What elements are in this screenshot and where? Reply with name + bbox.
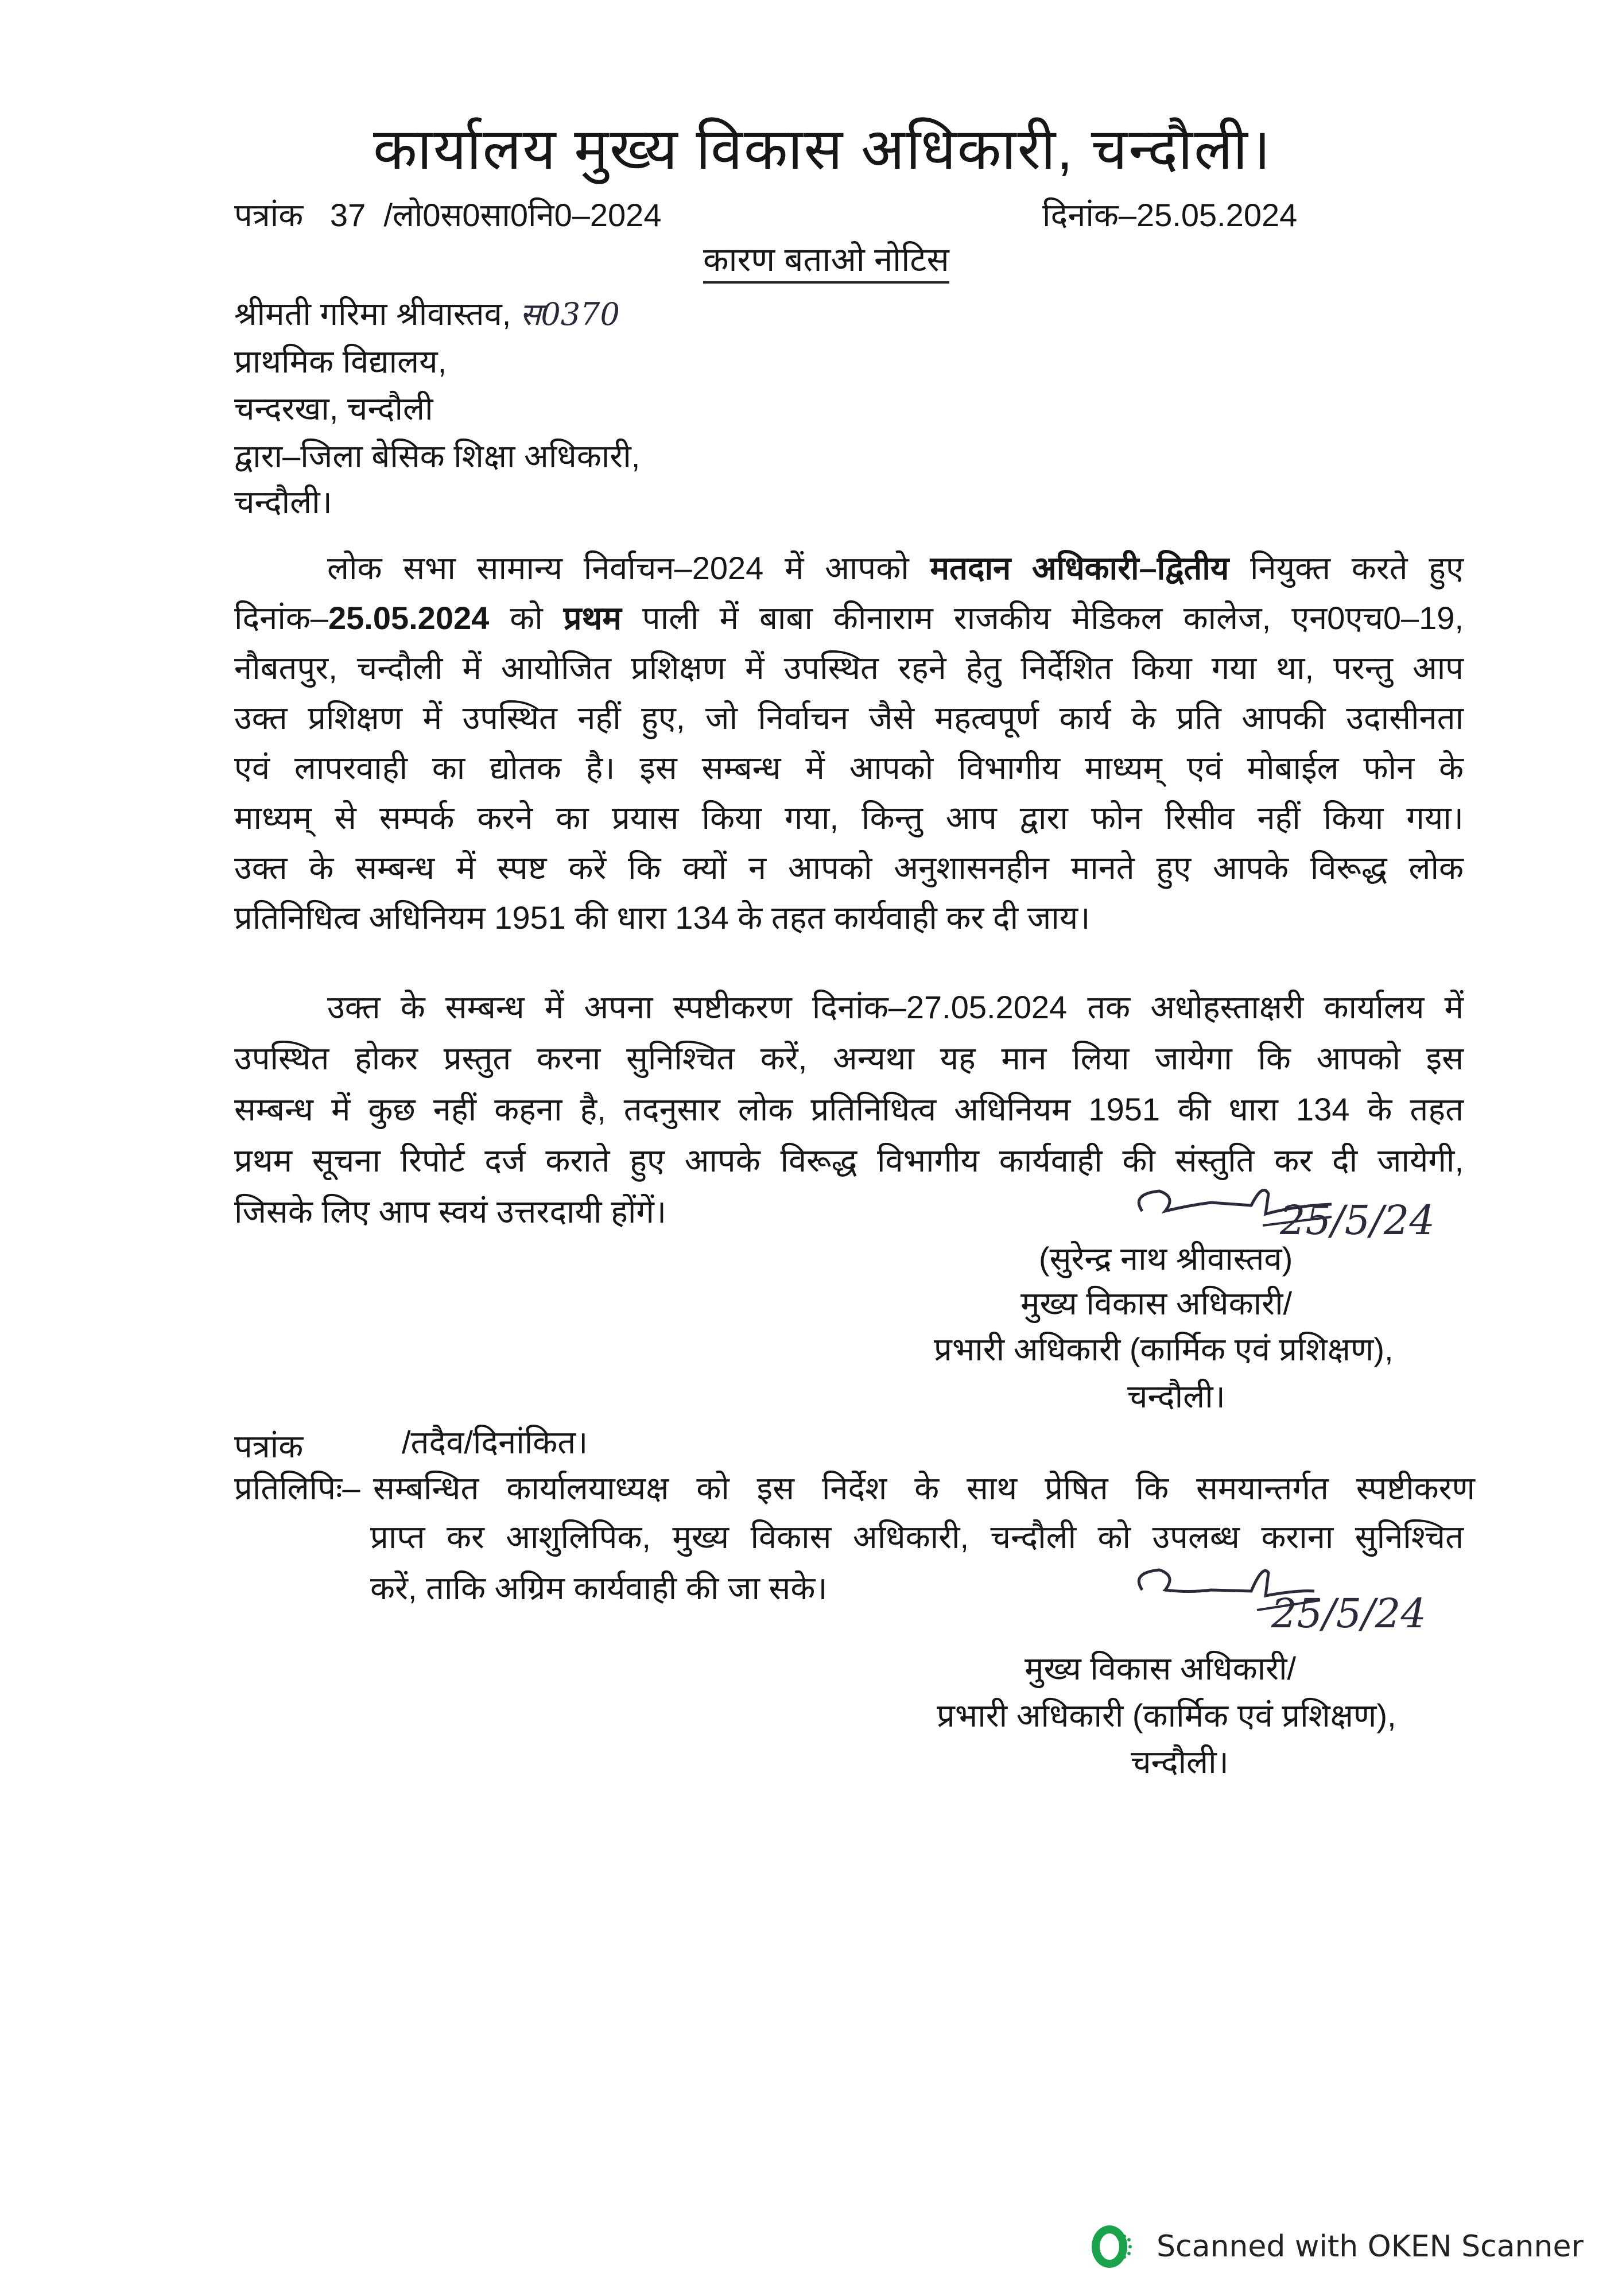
paragraph-line [234, 898, 1464, 938]
paragraph-line [234, 1089, 1464, 1130]
paragraph-line [234, 798, 1464, 838]
ref-code: /लो0स0सा0नि0–2024 [383, 197, 662, 233]
text-segment: नौबतपुर, चन्दौली में आयोजित प्रशिक्षण में उपस्थित रहने हेतु निर्देशित किया गया था, परन्तु आप [234, 650, 1464, 686]
signatory-name: (सुरेन्द्र नाथ श्रीवास्तव) [1039, 1240, 1293, 1277]
addressee-name [234, 294, 620, 335]
text-segment: माध्यम् से सम्पर्क करने का प्रयास किया गया, किन्तु आप द्वारा फोन रिसीव नहीं किया गया। [234, 800, 1464, 836]
paragraph-line [327, 548, 1464, 588]
text-segment: उक्त प्रशिक्षण में उपस्थित नहीं हुए, जो निर्वाचन जैसे महत्वपूर्ण कार्य के प्रति आपकी उदासीनता [234, 700, 1464, 736]
paragraph-line [234, 1038, 1464, 1079]
paragraph-line [234, 698, 1464, 738]
paragraph-line [234, 748, 1464, 788]
address-line: चन्दरखा, चन्दौली [234, 390, 433, 426]
signatory-designation: मुख्य विकास अधिकारी/ [1020, 1285, 1293, 1321]
oken-logo-icon [1088, 2220, 1140, 2273]
signatory-designation: मुख्य विकास अधिकारी/ [1025, 1650, 1297, 1686]
text-segment: को [489, 600, 564, 636]
notice-heading: कारण बताओ नोटिस [703, 241, 949, 284]
reference-number [234, 195, 661, 235]
copy-line: प्राप्त कर आशुलिपिक, मुख्य विकास अधिकारी, चन्दौली को उपलब्ध कराना सुनिश्चित [370, 1519, 1464, 1555]
text-segment: जिसके लिए आप स्वयं उत्तरदायी होंगें। [234, 1193, 667, 1230]
scanner-badge [1088, 2220, 1584, 2273]
office-title: कार्यालय मुख्य विकास अधिकारी, चन्दौली। [373, 117, 1272, 181]
text-segment: प्रथम सूचना रिपोर्ट दर्ज कराते हुए आपके विरूद्ध विभागीय कार्यवाही की संस्तुति कर दी जायेगी, [234, 1142, 1464, 1178]
bold-text: 25.05.2024 [328, 600, 490, 636]
paragraph-line [234, 648, 1464, 688]
copy-label: प्रतिलिपिः– [234, 1470, 360, 1506]
text-segment: पाली में बाबा कीनाराम राजकीय मेडिकल कालेज, एन0एच0–19, [621, 600, 1464, 636]
text-segment: प्रतिनिधित्व अधिनियम 1951 की धारा 134 के तहत कार्यवाही कर दी जाय। [234, 899, 1091, 936]
address-line: चन्दौली। [234, 484, 332, 520]
text-segment: उक्त के सम्बन्ध में स्पष्ट करें कि क्यों न आपको अनुशासनहीन मानते हुए आपके विरूद्ध लोक [234, 850, 1464, 886]
ref-label: पत्रांक [234, 197, 304, 233]
text-segment: उपस्थित होकर प्रस्तुत करना सुनिश्चित करें, अन्यथा यह मान लिया जायेगा कि आपको इस [234, 1040, 1464, 1076]
scanner-text: Scanned with OKEN Scanner [1157, 2229, 1584, 2264]
ref-number: 37 [329, 197, 366, 233]
copy-ref-suffix: /तदैव/दिनांकित। [402, 1424, 588, 1460]
bold-text: प्रथम [563, 600, 622, 636]
bold-text: मतदान अधिकारी–द्वितीय [930, 550, 1229, 586]
signatory-charge: प्रभारी अधिकारी (कार्मिक एवं प्रशिक्षण), [934, 1331, 1394, 1367]
signature-1-date: 25/5/24 [1280, 1197, 1435, 1244]
paragraph-line [234, 598, 1464, 638]
address-line: द्वारा–जिला बेसिक शिक्षा अधिकारी, [234, 438, 641, 474]
text-segment: दिनांक– [234, 600, 328, 636]
paragraph-line [234, 848, 1464, 888]
signatory-charge: प्रभारी अधिकारी (कार्मिक एवं प्रशिक्षण), [937, 1697, 1396, 1733]
text-segment: लोक सभा सामान्य निर्वाचन–2024 में आपको [327, 550, 930, 586]
signature-2-date: 25/5/24 [1271, 1590, 1426, 1637]
address-line: प्राथमिक विद्यालय, [234, 343, 447, 379]
copy-ref-label: पत्रांक [234, 1428, 304, 1464]
paragraph-line [327, 987, 1464, 1027]
text-segment: एवं लापरवाही का द्योतक है। इस सम्बन्ध में आपको विभागीय माध्यम् एवं मोबाईल फोन के [234, 750, 1464, 786]
copy-line: करें, ताकि अग्रिम कार्यवाही की जा सके। [370, 1570, 828, 1606]
handwritten-code: स0370 [519, 296, 620, 332]
copy-line: सम्बन्धित कार्यालयाध्यक्ष को इस निर्देश के साथ प्रेषित कि समयान्तर्गत स्पष्टीकरण [373, 1470, 1475, 1506]
signatory-place: चन्दौली। [1127, 1378, 1225, 1414]
signatory-place: चन्दौली। [1131, 1744, 1229, 1780]
text-segment: नियुक्त करते हुए [1229, 550, 1464, 586]
letter-date: दिनांक–25.05.2024 [1042, 197, 1298, 233]
text-segment: सम्बन्ध में कुछ नहीं कहना है, तदनुसार लोक प्रतिनिधित्व अधिनियम 1951 की धारा 134 के तहत [234, 1091, 1464, 1127]
text-segment: उक्त के सम्बन्ध में अपना स्पष्टीकरण दिनांक–27.05.2024 तक अधोहस्ताक्षरी कार्यालय में [327, 989, 1464, 1025]
addressee-name-text: श्रीमती गरिमा श्रीवास्तव, [234, 296, 511, 332]
